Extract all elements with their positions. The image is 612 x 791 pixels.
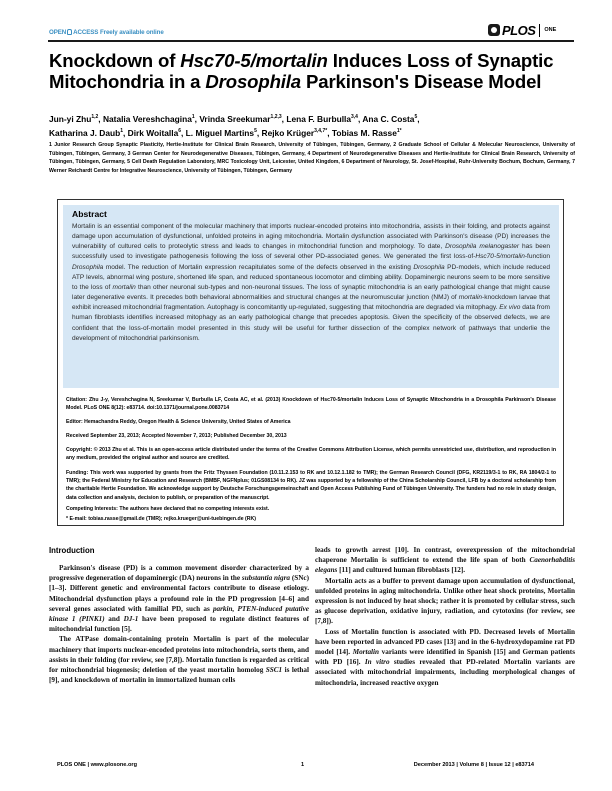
author: Vrinda Sreekumar$^{1,2,3}$ bbox=[199, 113, 282, 124]
access-label: ACCESS bbox=[73, 29, 99, 36]
section-heading-introduction: Introduction bbox=[49, 546, 95, 555]
author: Jun-yi Zhu$^{1,2}$ bbox=[49, 113, 99, 124]
body-column-left bbox=[49, 563, 309, 685]
plos-wordmark: PLOS bbox=[502, 22, 536, 38]
author: Lena F. Burbulla$^{3,4}$ bbox=[286, 113, 358, 124]
competing-interests: Competing Interests: The authors have declared that no competing interests exist. bbox=[66, 506, 270, 512]
header-rule bbox=[48, 40, 574, 42]
affiliations: 1 Junior Research Group Synaptic Plasticity, Hertie-Institute for Clinical Brain Research, University of Tübingen, Tübingen, Germany, 2 Graduate School of Cellular & Molecular Neuroscience, University of Tübingen, Tübingen, Germany, 3 German Center for Neurodegenerative Diseases, Tübingen, Germany, 4 Department of Neurodegenerative Diseases and Hertie-Institute for Clinical Brain Research, University of Tübingen, Tübingen, Germany, 5 Cell Death Regulation Laboratory, MRC Toxicology Unit, Leicester, United Kingdom, 6 Department of Neurology, St. Josef-Hospital, Ruhr-University Bochum, Bochum, Germany, 7 Werner Reichardt Centre for Integrative Neuroscience, University of Tübingen, Tübingen, Germany bbox=[49, 142, 575, 175]
author: Rejko Krüger$^{3,4,7*}$ bbox=[261, 128, 328, 139]
open-access-badge bbox=[49, 29, 164, 36]
paragraph: leads to growth arrest [10]. In contrast, overexpression of the mitochondrial chaperone Mortalin is sufficient to extend the life span of both Caenorhabditis elegans [11] and cultured human fibroblasts [12]. bbox=[315, 546, 575, 575]
abstract-text: Mortalin is an essential component of the molecular machinery that imports nuclear-encoded proteins into mitochondria, assists in their folding, and protects against damage upon accumulation of dysfunctional, unfolded proteins in aging mitochondria. Mortalin dysfunction associated with Parkinson's disease (PD) increases the vulnerability of cultured cells to proteolytic stress and leads to changes in mitochondrial function and morphology. To date, Drosophila melanogaster has been successfully used to investigate pathogenesis following the loss of several other PD-associated genes. We generated the first loss-of-Hsc70-5/mortalin-function Drosophila model. The reduction of Mortalin expression recapitulates some of the defects observed in the existing Drosophila PD-models, which include reduced ATP levels, abnormal wing posture, shortened life span, and reduced spontaneous locomotor and climbing ability. Dopaminergic neurons seem to be more sensitive to the loss of mortalin than other neuronal sub-types and non-neuronal tissues. The loss of synaptic mitochondria is an early pathological change that might cause later degenerative events. It precedes both behavioral abnormalities and structural changes at the neuromuscular junction (NMJ) of mortalin-knockdown larvae that exhibit increased mitochondrial fragmentation. Autophagy is concomitantly up-regulated, suggesting that mitochondria are degraded via mitophagy. Ex vivo data from human fibroblasts identifies increased mitophagy as an early pathological change that precedes apoptosis. Given the specificity of the observed defects, we are confident that the loss-of-mortalin model presented in this study will be useful for further dissection of the complex network of pathways that underlie the development of mitochondrial parkinsonism. bbox=[72, 223, 550, 342]
paragraph: Loss of Mortalin function is associated with PD. Decreased levels of Mortalin have been reported in advanced PD cases [13] and in the 6-hydroxydopamine rat PD model [14]. Mortalin variants were identified in Spanish [15] and German patients with PD [16]. In vitro studies revealed that PD-related Mortalin variants are associated with mitochondrial impairments, including morphological changes of mitochondria, increased reactive oxygen bbox=[315, 627, 575, 687]
paragraph: Parkinson's disease (PD) is a common movement disorder characterized by a progressive degeneration of dopaminergic (DA) neurons in the substantia nigra (SNc) [1–3]. Different genetic and environmental factors contribute to disease etiology. Mitochondrial dysfunction plays a profound role in the PD progression [4–6] and several genes associated with familial PD, such as parkin, PTEN-induced putative kinase 1 (PINK1) and DJ-1 have been proposed to regulate distinct features of mitochondrial function [5]. bbox=[49, 564, 309, 634]
author-list: Jun-yi Zhu$^{1,2}$, Natalia Vereshchagina$^1$, Vrinda Sreekumar$^{1,2,3}$, Lena F. Burbulla$^{3,4}$, Ana C. Costa$^5$, Katharina J. Daub$^1$, Dirk Woitalla$^6$, L. Miguel Martins$^5$, Rejko Krüger$^{3,4,7*}$, Tobias M. Rasse$^{1*}$ bbox=[49, 113, 420, 139]
copyright: Copyright: © 2013 Zhu et al. This is an open-access article distributed under the terms of the Creative Commons Attribution License, which permits unrestricted use, distribution, and reproduction in any medium, provided the original author and source are credited. bbox=[66, 447, 556, 462]
corresponding-email[interactable]: * E-mail: tobias.rasse@gmail.de (TMR); rejko.krueger@uni-tuebingen.de (RK) bbox=[66, 516, 256, 522]
author: Ana C. Costa$^5$ bbox=[362, 113, 418, 124]
plos-one-logo[interactable] bbox=[488, 22, 556, 38]
editor: Editor: Hemachandra Reddy, Oregon Health & Science University, United States of America bbox=[66, 419, 291, 425]
author: Natalia Vereshchagina$^1$ bbox=[102, 113, 195, 124]
author: Katharina J. Daub$^1$ bbox=[49, 128, 123, 139]
funding: Funding: This work was supported by grants from the Fritz Thyssen Foundation (10.11.2.153 to RK and 10.12.1.182 to TMR); the German Research Council (DFG, KR2119/3-1 to RK, RA 1804/2-1 to TMR); the Federal Ministry for Education and Research (BMBF, NGFNplus; 01GS08134 to RK). JZ was supported by a fellowship of the China Scholarship Council, LFB by a doctoral scholarship from the charitable Hertie Foundation. We acknowledge support by Deutsche Forschungsgemeinschaft and Open Access Publishing Fund of Tübingen University. The funders had no role in study design, data collection and analysis, decision to publish, or preparation of the manuscript. bbox=[66, 470, 556, 501]
footer-issue-info: December 2013 | Volume 8 | Issue 12 | e83714 bbox=[413, 762, 534, 768]
logo-divider bbox=[539, 24, 540, 37]
plos-bug-icon bbox=[488, 24, 500, 36]
author: Dirk Woitalla$^6$ bbox=[127, 128, 182, 139]
freely-available-label: Freely available online bbox=[99, 29, 164, 36]
journal-name: ONE bbox=[544, 27, 557, 33]
author: L. Miguel Martins$^5$ bbox=[185, 128, 257, 139]
article-title: Knockdown of Hsc70-5/mortalin Induces Loss of Synaptic Mitochondria in a Drosophila Parkinson's Disease Model bbox=[49, 50, 554, 92]
body-column-right bbox=[315, 545, 575, 688]
author: Tobias M. Rasse$^{1*}$ bbox=[331, 128, 402, 139]
paragraph: Mortalin acts as a buffer to prevent damage upon accumulation of dysfunctional, unfolded proteins in aging mitochondria. Unlike other heat shock proteins, Mortalin expression is not induced by heat shock; rather it is promoted by cellular stress, such as glucose deprivation, oxidative injury, radiation, and cytotoxins (for review, see [7,8]). bbox=[315, 576, 575, 626]
open-label: OPEN bbox=[49, 29, 67, 36]
abstract-heading: Abstract bbox=[72, 209, 107, 219]
publication-dates: Received September 23, 2013; Accepted November 7, 2013; Published December 30, 2013 bbox=[66, 433, 287, 439]
paragraph: The ATPase domain-containing protein Mortalin is part of the molecular machinery that imports nuclear-encoded proteins into mitochondria, sorts them, and assists in their folding (for review, see [7,8]). Mortalin function is regarded as critical for mitochondrial biogenesis; deletion of the yeast mortalin homolog SSC1 is lethal [9], and knockdown of mortalin in immortalized human cells bbox=[49, 635, 309, 685]
footer-journal-url[interactable]: PLOS ONE | www.plosone.org bbox=[57, 762, 137, 768]
open-lock-icon bbox=[67, 29, 72, 35]
citation: Citation: Zhu J-y, Vereshchagina N, Sreekumar V, Burbulla LF, Costa AC, et al. (2013) Knockdown of Hsc70-5/mortalin Induces Loss of Synaptic Mitochondria in a Drosophila Parkinson's Disease Model. PLoS ONE 8(12): e83714. doi:10.1371/journal.pone.0083714 bbox=[66, 397, 556, 412]
page-number: 1 bbox=[301, 762, 305, 768]
